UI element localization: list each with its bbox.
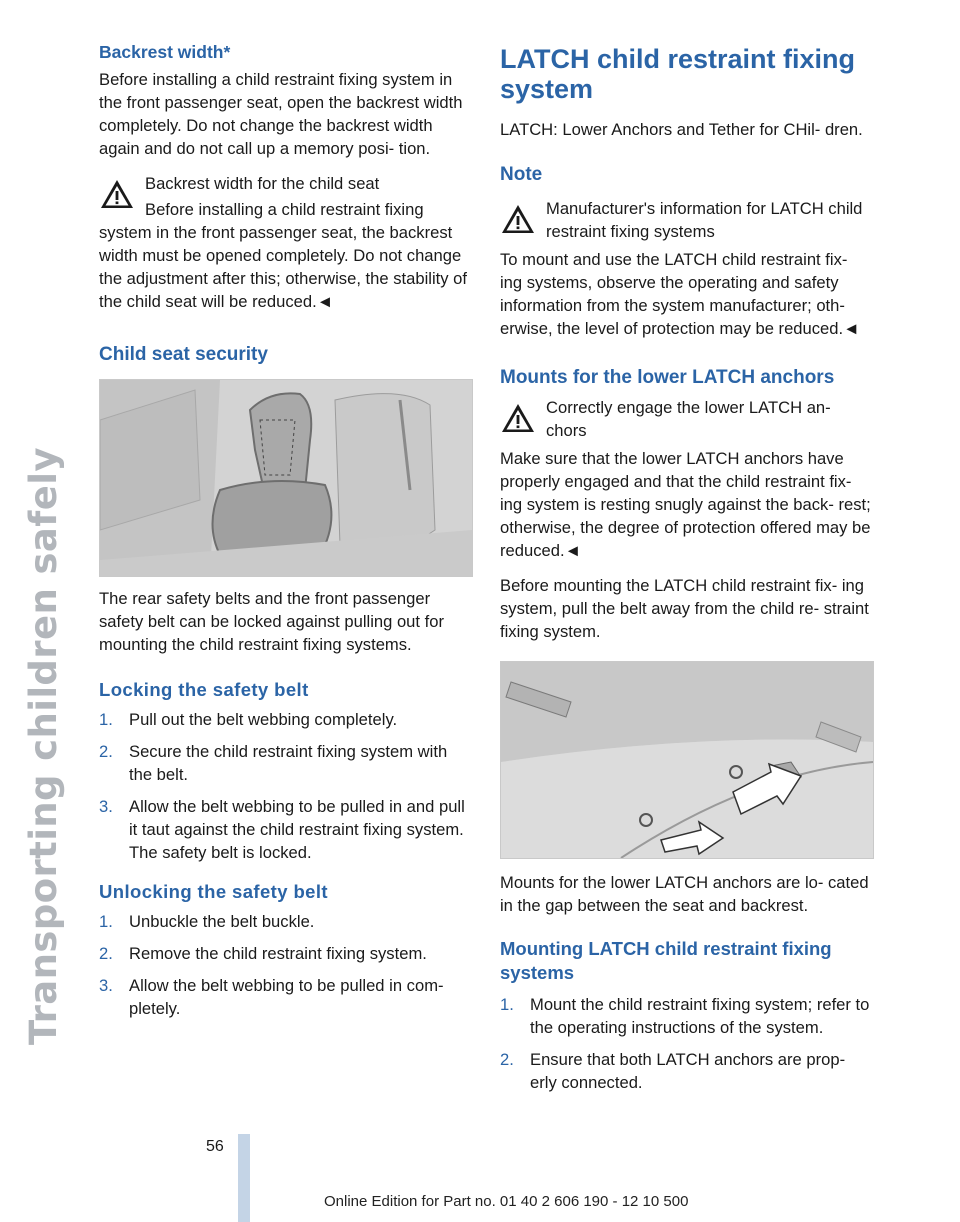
step-number: 1.: [99, 710, 113, 729]
warning-anchors-title: Correctly engage the lower LATCH an- chors: [546, 398, 831, 440]
step-number: 2.: [99, 944, 113, 963]
warning-backrest-line: Before installing a child restraint fixing: [145, 200, 424, 219]
unlocking-heading: [99, 880, 473, 904]
warning-backrest-title: Backrest width for the child seat: [145, 174, 380, 193]
latch-intro: LATCH: Lower Anchors and Tether for CHil- dren.: [500, 120, 863, 139]
warning-triangle-icon: [99, 178, 135, 210]
footer-accent-bar: [238, 1134, 250, 1222]
list-item: [99, 708, 473, 731]
step-number: 1.: [500, 995, 514, 1014]
warning-backrest-body: system in the front passenger seat, the backrest width must be opened completely. Do not change the adjustment after this; otherwise, the stability of the child seat will be reduced.◄: [99, 223, 468, 311]
locking-heading: [99, 678, 473, 702]
step-text: Unbuckle the belt buckle.: [129, 912, 315, 931]
right-column: [500, 40, 874, 1103]
mounting-heading: Mounting LATCH child restraint fixing systems: [500, 938, 832, 983]
step-number: 1.: [99, 912, 113, 931]
list-item: [99, 795, 473, 864]
locking-steps: [99, 708, 473, 864]
list-item: [99, 974, 473, 1020]
mounts-heading: Mounts for the lower LATCH anchors: [500, 367, 835, 388]
child-seat-illustration: [100, 380, 472, 576]
latch-anchor-figure: [500, 661, 874, 859]
warning-triangle-icon: [500, 203, 536, 235]
note-heading: Note: [500, 164, 543, 185]
belts-locked-body: The rear safety belts and the front passenger safety belt can be locked against pulling out for mounting the child restraint fixing systems.: [99, 589, 445, 654]
before-mounting-body: Before mounting the LATCH child restraint fix- ing system, pull the belt away from the child re- straint fixing system.: [500, 576, 869, 641]
chapter-side-title-text: Transporting children safely: [22, 447, 65, 1045]
step-number: 3.: [99, 976, 113, 995]
step-text: Secure the child restraint fixing system with the belt.: [129, 742, 448, 784]
locking-heading-text: Locking the safety belt: [99, 679, 309, 700]
child-seat-security-heading: Child seat security: [99, 344, 268, 365]
warning-anchors: [500, 396, 874, 562]
backrest-width-body: Before installing a child restraint fixing system in the front passenger seat, open the backrest width completely. Do not change the backrest width again and do not call up a memory posi- tion.: [99, 70, 463, 158]
mounts-location-body: Mounts for the lower LATCH anchors are lo- cated in the gap between the seat and backrest.: [500, 873, 869, 915]
chapter-side-title: [22, 40, 68, 1050]
latch-title: LATCH child restraint fixing system: [500, 44, 856, 104]
step-number: 2.: [500, 1050, 514, 1069]
step-text: Pull out the belt webbing completely.: [129, 710, 398, 729]
warning-triangle-icon: [500, 402, 536, 434]
warning-manufacturer: [500, 197, 874, 340]
warning-manufacturer-body: To mount and use the LATCH child restraint fix- ing systems, observe the operating and safety information from the system manufacturer; oth- erwise, the level of protection may be reduced.◄: [500, 250, 860, 338]
mounting-steps: [500, 993, 874, 1094]
edition-footer: Online Edition for Part no. 01 40 2 606 190 - 12 10 500: [324, 1193, 689, 1210]
left-column: [99, 40, 473, 1029]
warning-backrest: [99, 172, 473, 313]
unlocking-steps: [99, 910, 473, 1020]
step-text: Ensure that both LATCH anchors are prop- erly connected.: [530, 1050, 846, 1092]
step-text: Allow the belt webbing to be pulled in com- pletely.: [129, 976, 444, 1018]
step-text: Remove the child restraint fixing system.: [129, 944, 427, 963]
step-number: 3.: [99, 797, 113, 816]
child-seat-figure: [99, 379, 473, 577]
warning-manufacturer-title: Manufacturer's information for LATCH child restraint fixing systems: [546, 199, 863, 241]
latch-anchor-illustration: [501, 662, 873, 858]
list-item: [500, 993, 874, 1039]
step-number: 2.: [99, 742, 113, 761]
list-item: [99, 942, 473, 965]
list-item: [99, 740, 473, 786]
backrest-width-heading: Backrest width*: [99, 42, 231, 62]
unlocking-heading-text: Unlocking the safety belt: [99, 881, 328, 902]
step-text: Allow the belt webbing to be pulled in and pull it taut against the child restraint fixing system. The safety belt is locked.: [129, 797, 465, 862]
step-text: Mount the child restraint fixing system; refer to the operating instructions of the system.: [530, 995, 870, 1037]
list-item: [500, 1048, 874, 1094]
page-number: 56: [206, 1138, 224, 1155]
warning-anchors-body: Make sure that the lower LATCH anchors have properly engaged and that the child restraint fix- ing system is resting snugly against the back- rest; otherwise, the degree of protection offered may be reduced.◄: [500, 449, 871, 560]
list-item: [99, 910, 473, 933]
